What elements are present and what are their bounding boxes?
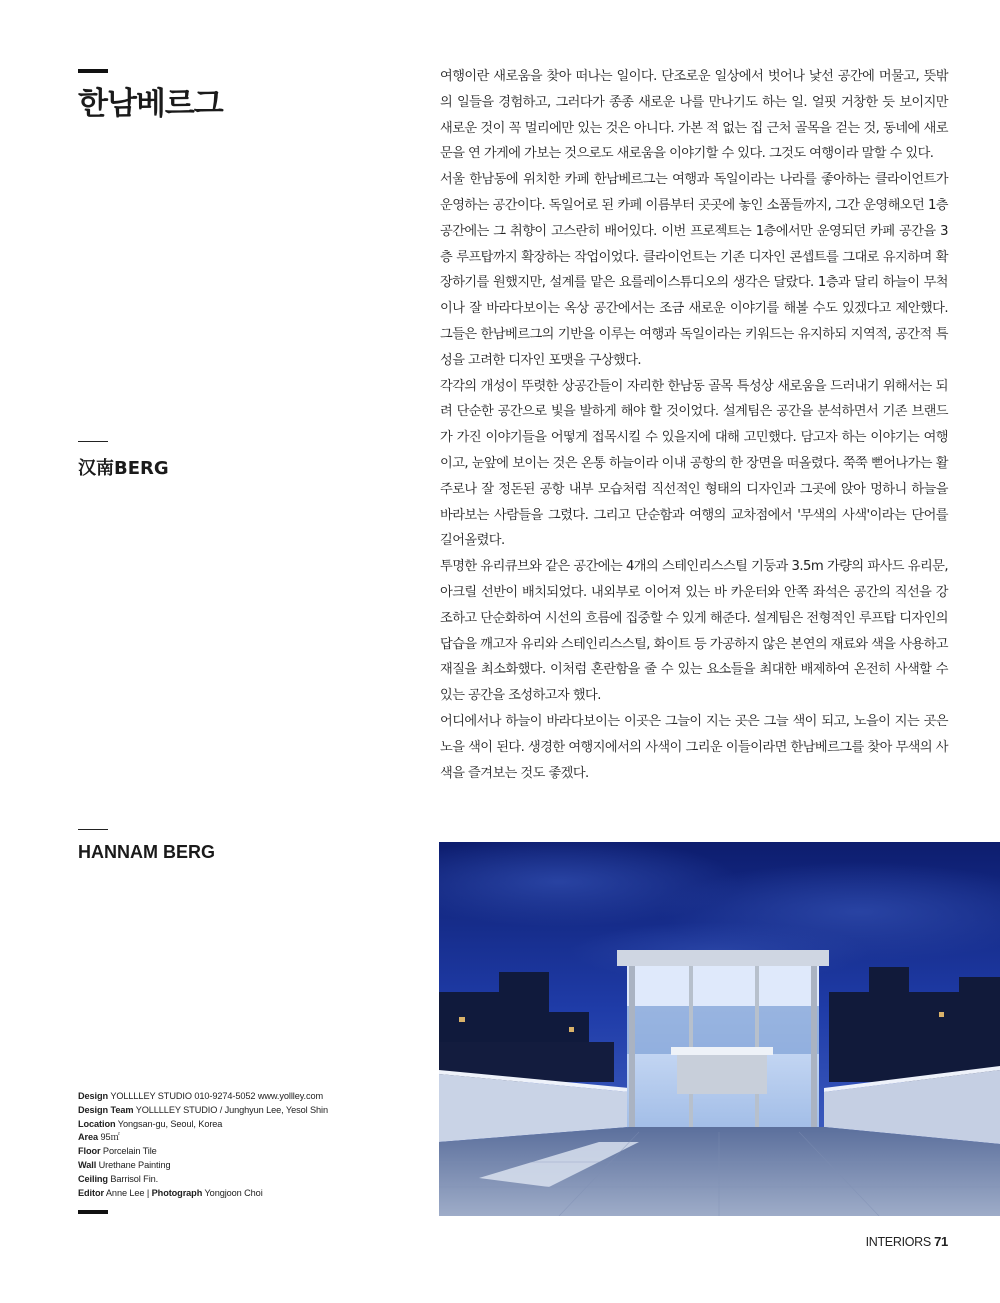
credit-label: Design Team	[78, 1104, 134, 1115]
rooftop-cafe-photo	[439, 842, 1000, 1216]
credit-label: Design	[78, 1091, 109, 1101]
credit-design	[78, 1090, 418, 1104]
article-paragraph: 여행이란 새로움을 찾아 떠나는 일이다. 단조로운 일상에서 벗어나 낯선 공간에 머물고, 뜻밖의 일들을 경험하고, 그러다가 종종 새로운 나를 만나기도 하는 일. 얼핏 거창한 듯 보이지만 새로운 것이 꼭 멀리에만 있는 것은 아니다. 가본 적 없는 집 근처 골목을 걷는 것, 동네에 새로 문을 연 가게에 가보는 것으로도 새로움을 이야기할 수 있다. 그것도 여행이라 말할 수 있다.	[440, 69, 948, 162]
credit-value: Barrisol Fin.	[110, 1173, 159, 1184]
credit-value: YOLLLLEY STUDIO 010-9274-5052 www.yollley.com	[110, 1091, 324, 1101]
credit-floor	[78, 1145, 418, 1159]
credit-wall	[78, 1159, 418, 1173]
page-title-korean: 한남베르그	[78, 86, 223, 122]
credits-accent-bar	[78, 1210, 108, 1214]
credit-label: Editor	[78, 1187, 104, 1198]
credit-value: Urethane Painting	[98, 1159, 171, 1170]
title-accent-bar	[78, 69, 108, 73]
credit-ceiling	[78, 1173, 418, 1187]
credit-label: Wall	[78, 1159, 97, 1170]
project-credits	[78, 1090, 418, 1200]
page-folio	[866, 1234, 948, 1249]
article-paragraph: 투명한 유리큐브와 같은 공간에는 4개의 스테인리스스틸 기둥과 3.5m 가량의 파사드 유리문, 아크릴 선반이 배치되었다. 내외부로 이어져 있는 바 카운터와 안쪽 좌석은 공간의 직선을 강조하고 단순화하여 시선의 흐름에 집중할 수 있게 해준다. 설계팀은 전형적인 루프탑 디자인의 답습을 깨고자 유리와 스테인리스스틸, 화이트 등 가공하지 않은 본연의 재료와 색을 사용하고 재질을 최소화했다. 이처럼 혼란함을 줄 수 있는 요소들을 최대한 배제하여 온전히 사색할 수 있는 공간을 조성하고자 했다.	[440, 559, 948, 704]
credit-design-team	[78, 1104, 418, 1118]
credit-value: Yongsan-gu, Seoul, Korea	[117, 1118, 223, 1129]
credit-value: 95㎡	[100, 1132, 120, 1143]
credit-value: YOLLLLEY STUDIO / Junghyun Lee, Yesol Shin	[135, 1104, 328, 1115]
credit-editor-photograph: Editor Anne Lee | Photograph Yongjoon Choi	[78, 1187, 263, 1198]
article-paragraph: 어디에서나 하늘이 바라다보이는 이곳은 그늘이 지는 곳은 그늘 색이 되고, 노을이 지는 곳은 노을 색이 된다. 생경한 여행지에서의 사색이 그리운 이들이라면 한남베르그를 찾아 무색의 사색을 즐겨보는 것도 좋겠다.	[440, 713, 948, 781]
credit-value: Anne Lee	[105, 1187, 145, 1198]
article-paragraph: 각각의 개성이 뚜렷한 상공간들이 자리한 한남동 골목 특성상 새로움을 드러내기 위해서는 되려 단순한 공간으로 빛을 발하게 해야 할 것이었다. 설계팀은 공간을 분석하면서 기존 브랜드가 가진 이야기들을 어떻게 접목시킬 수 있을지에 대해 고민했다. 담고자 하는 이야기는 여행이고, 눈앞에 보이는 것은 온통 하늘이라 이내 공항의 한 장면을 떠올렸다. 쭉쭉 뻗어나가는 활주로나 잘 정돈된 공항 내부 모습처럼 직선적인 형태의 디자인과 그곳에 앉아 멍하니 하늘을 바라보는 사람들을 그렸다. 그리고 단순함과 여행의 교차점에서 '무색의 사색'이라는 단어를 길어올렸다.	[440, 378, 948, 549]
page-title-english: HANNAM BERG	[78, 842, 215, 862]
magazine-name: INTERIORS	[865, 1235, 931, 1249]
page-title-chinese: 汉南BERG	[78, 458, 169, 479]
credit-value: Porcelain Tile	[102, 1146, 157, 1157]
credit-location	[78, 1118, 418, 1132]
article-body	[440, 64, 948, 786]
credit-label: Floor	[78, 1146, 101, 1157]
credit-value: Yongjoon Choi	[204, 1187, 263, 1198]
article-paragraph: 서울 한남동에 위치한 카페 한남베르그는 여행과 독일이라는 나라를 좋아하는 클라이언트가 운영하는 공간이다. 독일어로 된 카페 이름부터 곳곳에 놓인 소품들까지, 그간 운영해오던 1층 공간에는 그 취향이 고스란히 배어있다. 이번 프로젝트는 1층에서만 운영되던 카페 공간을 3층 루프탑까지 확장하는 작업이었다. 클라이언트는 기존 디자인 콘셉트를 그대로 유지하며 확장하기를 원했지만, 설계를 맡은 요를레이스튜디오의 생각은 달랐다. 1층과 달리 하늘이 무척이나 잘 바라다보이는 옥상 공간에서는 조금 새로운 이야기를 해볼 수도 있겠다고 제안했다. 그들은 한남베르그의 기반을 이루는 여행과 독일이라는 키워드는 유지하되 지역적, 공간적 특성을 고려한 디자인 포맷을 구상했다.	[440, 172, 948, 368]
credit-label: Ceiling	[78, 1173, 108, 1184]
chinese-title-rule	[78, 441, 108, 442]
credit-label: Location	[78, 1118, 116, 1129]
page-number: 71	[934, 1234, 948, 1249]
english-title-rule	[78, 829, 108, 830]
credit-label: Area	[78, 1132, 99, 1143]
credit-area	[78, 1131, 418, 1145]
credit-label: Photograph	[151, 1187, 203, 1198]
